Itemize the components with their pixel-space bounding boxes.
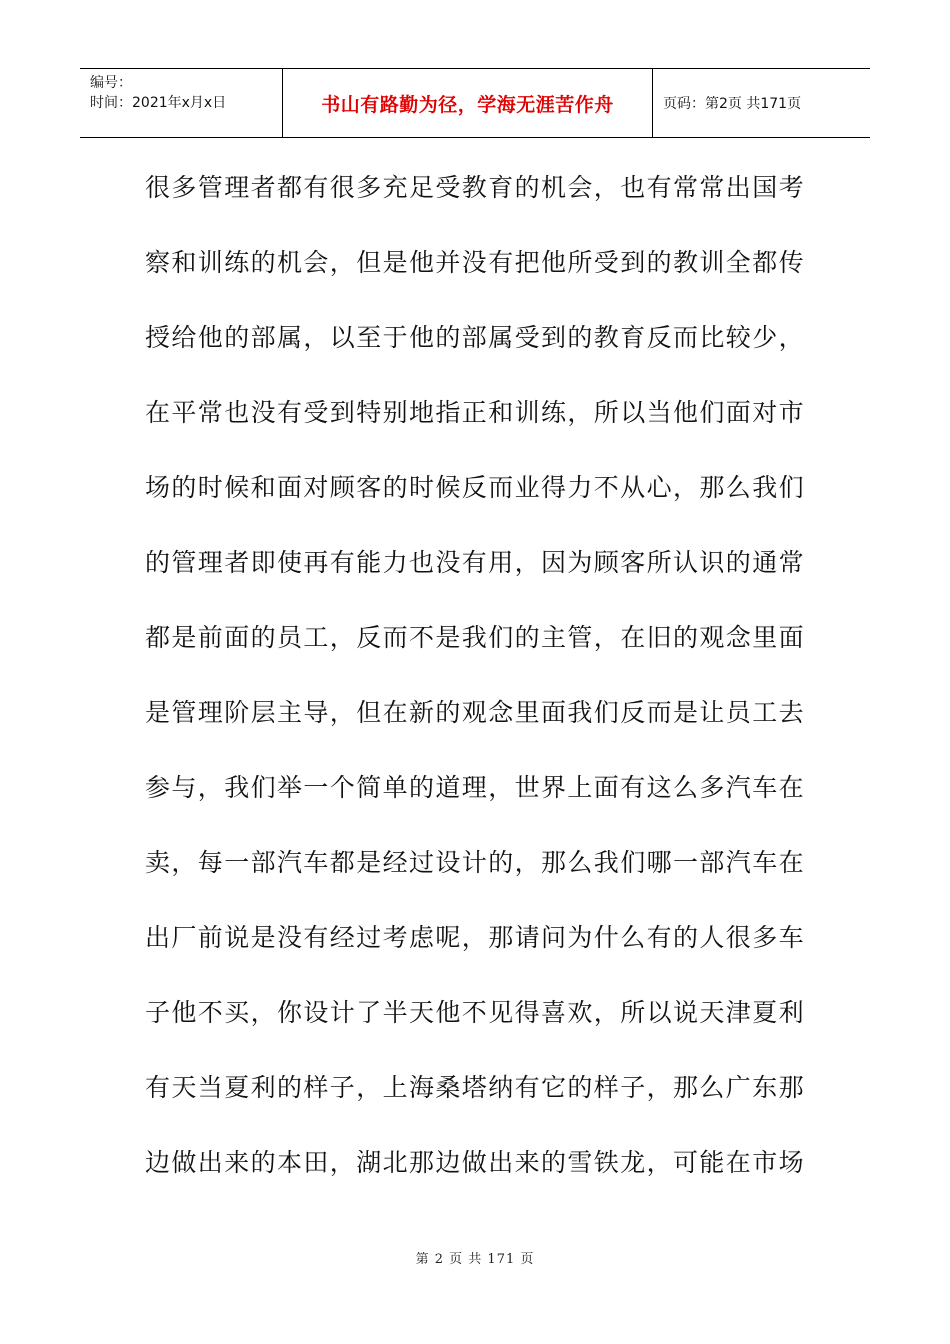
text-line: 察和训练的机会，但是他并没有把他所受到的教训全都传	[145, 248, 806, 277]
text-line: 卖，每一部汽车都是经过设计的，那么我们哪一部汽车在	[145, 848, 806, 877]
text-line: 场的时候和面对顾客的时候反而业得力不从心，那么我们	[145, 473, 806, 502]
text-line: 授给他的部属，以至于他的部属受到的教育反而比较少，	[145, 323, 806, 352]
serial-number-label: 编号：	[90, 75, 132, 91]
header-page-info: 页码：第2页 共171页	[663, 96, 802, 112]
text-line: 都是前面的员工，反而不是我们的主管，在旧的观念里面	[145, 623, 806, 652]
text-line: 子他不买，你设计了半天他不见得喜欢，所以说天津夏利	[145, 998, 806, 1027]
text-line: 很多管理者都有很多充足受教育的机会，也有常常出国考	[145, 173, 806, 202]
text-line: 出厂前说是没有经过考虑呢，那请问为什么有的人很多车	[145, 923, 806, 952]
header-meta-cell	[80, 69, 283, 137]
text-line: 的管理者即使再有能力也没有用，因为顾客所认识的通常	[145, 548, 806, 577]
body-text	[145, 170, 825, 1220]
page-footer: 第 2 页 共 171 页	[415, 1252, 535, 1267]
page-header	[80, 68, 870, 138]
text-line: 是管理阶层主导，但在新的观念里面我们反而是让员工去	[145, 698, 806, 727]
text-line: 参与，我们举一个简单的道理，世界上面有这么多汽车在	[145, 773, 806, 802]
date-label: 时间：2021年x月x日	[90, 95, 227, 111]
header-motto: 书山有路勤为径，学海无涯苦作舟	[283, 69, 653, 137]
text-line: 有天当夏利的样子，上海桑塔纳有它的样子，那么广东那	[145, 1073, 806, 1102]
text-line: 边做出来的本田，湖北那边做出来的雪铁龙，可能在市场	[145, 1148, 806, 1177]
text-line: 在平常也没有受到特别地指正和训练，所以当他们面对市	[145, 398, 806, 427]
